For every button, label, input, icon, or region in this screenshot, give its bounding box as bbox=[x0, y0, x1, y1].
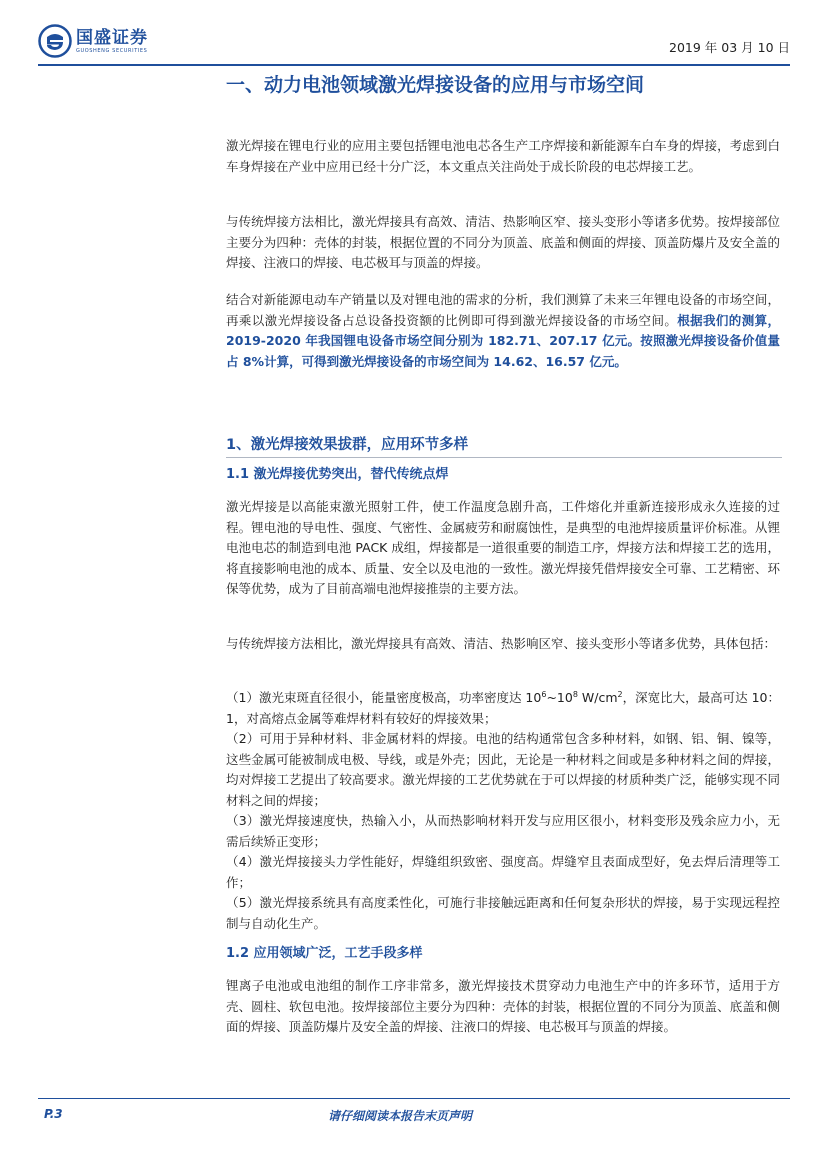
intro-paragraph-3-text: 结合对新能源电动车产销量以及对锂电池的需求的分析，我们测算了未来三年锂电设备的市场空间，再乘以激光焊接设备占总设备投资额的比例即可得到激光焊接设备的市场空间。 bbox=[226, 292, 780, 328]
section-1-1-paragraph-1: 激光焊接是以高能束激光照射工件，使工作温度急剧升高，工件熔化并重新连接形成永久连接的过程。锂电池的导电性、强度、气密性、金属疲劳和耐腐蚀性，是典型的电池焊接质量评价标准。从锂电池电芯的制造到电池 PACK 成组，焊接都是一道很重要的制造工序，焊接方法和焊接工艺的选用，将直接影响电池的成本、质量、安全以及电池的一致性。激光焊接凭借焊接安全可靠、工艺精密、环保等优势，成为了目前高端电池焊接推崇的主要方法。 bbox=[226, 499, 780, 596]
advantage-item-1-text-a: （1）激光束斑直径很小，能量密度极高，功率密度达 10 bbox=[226, 690, 542, 705]
section-1-2-heading: 1.2 应用领域广泛，工艺手段多样 bbox=[226, 946, 423, 961]
page-header bbox=[38, 24, 790, 64]
advantage-item-1-text-c: W/cm bbox=[577, 690, 618, 705]
section-1-1-heading: 1.1 激光焊接优势突出，替代传统点焊 bbox=[226, 467, 449, 482]
advantage-item-1-sup-2: 8 bbox=[572, 689, 578, 699]
advantages-list bbox=[226, 688, 780, 934]
intro-paragraph-3 bbox=[226, 290, 780, 372]
report-date: 2019 年 03 月 10 日 bbox=[669, 40, 790, 55]
intro-key-finding: 根据我们的测算，2019-2020 年我国锂电设备市场空间分别为 182.71、207.17 亿元。按照激光焊接设备价值量占 8%计算，可得到激光焊接设备的市场空间为 14.62、16.57 亿元。 bbox=[226, 312, 780, 369]
section-1-2-paragraph-1: 锂离子电池或电池组的制作工序非常多，激光焊接技术贯穿动力电池生产中的许多环节，适用于方壳、圆柱、软包电池。按焊接部位主要分为四种：壳体的封装，根据位置的不同分为顶盖、底盖和侧面的焊接、顶盖防爆片及安全盖的焊接、注液口的焊接、电芯极耳与顶盖的焊接。 bbox=[226, 978, 780, 1034]
intro-paragraph-2: 与传统焊接方法相比，激光焊接具有高效、清洁、热影响区窄、接头变形小等诸多优势。按焊接部位主要分为四种：壳体的封装，根据位置的不同分为顶盖、底盖和侧面的焊接、顶盖防爆片及安全盖的焊接、注液口的焊接、电芯极耳与顶盖的焊接。 bbox=[226, 214, 780, 270]
footer-divider bbox=[38, 1098, 790, 1099]
advantage-item-1-text-b: ~10 bbox=[546, 690, 573, 705]
advantage-item-1-text-d: ，深宽比大，最高可达 10：1，对高熔点金属等难焊材料有较好的焊接效果； bbox=[226, 690, 780, 726]
header-divider bbox=[38, 64, 790, 66]
section-1-heading: 1、激光焊接效果拔群，应用环节多样 bbox=[226, 437, 469, 453]
footer-disclaimer: 请仔细阅读本报告末页声明 bbox=[328, 1109, 473, 1123]
section-1-1-paragraph-2: 与传统焊接方法相比，激光焊接具有高效、清洁、热影响区窄、接头变形小等诸多优势，具体包括： bbox=[226, 636, 777, 651]
intro-paragraph-1: 激光焊接在锂电行业的应用主要包括锂电池电芯各生产工序焊接和新能源车白车身的焊接，考虑到白车身焊接在产业中应用已经十分广泛，本文重点关注尚处于成长阶段的电芯焊接工艺。 bbox=[226, 138, 780, 174]
advantage-item-3: （3）激光焊接速度快，热输入小，从而热影响材料开发与应用区很小，材料变形及残余应力小，无需后续矫正变形； bbox=[226, 813, 780, 849]
advantage-item-1 bbox=[226, 688, 780, 729]
page-number: P.3 bbox=[44, 1107, 63, 1121]
advantage-item-1-sup-1: 6 bbox=[541, 689, 547, 699]
logo-name: 国盛证券 bbox=[76, 28, 148, 48]
advantage-item-4: （4）激光焊接接头力学性能好，焊缝组织致密、强度高。焊缝窄且表面成型好，免去焊后清理等工作； bbox=[226, 854, 780, 890]
company-logo bbox=[38, 24, 148, 58]
advantage-item-1-sup-3: 2 bbox=[617, 689, 623, 699]
advantage-item-5: （5）激光焊接系统具有高度柔性化，可施行非接触远距离和任何复杂形状的焊接，易于实现远程控制与自动化生产。 bbox=[226, 895, 780, 931]
logo-subtitle: GUOSHENG SECURITIES bbox=[76, 48, 148, 54]
page-title: 一、动力电池领域激光焊接设备的应用与市场空间 bbox=[226, 74, 645, 96]
advantage-item-2: （2）可用于异种材料、非金属材料的焊接。电池的结构通常包含多种材料，如钢、铝、铜、镍等，这些金属可能被制成电极、导线，或是外壳；因此，无论是一种材料之间或是多种材料之间的焊接，均对焊接工艺提出了较高要求。激光焊接的工艺优势就在于可以焊接的材质种类广泛，能够实现不同材料之间的焊接； bbox=[226, 731, 780, 808]
logo-emblem-icon bbox=[38, 24, 72, 58]
section-1-divider bbox=[226, 457, 782, 458]
